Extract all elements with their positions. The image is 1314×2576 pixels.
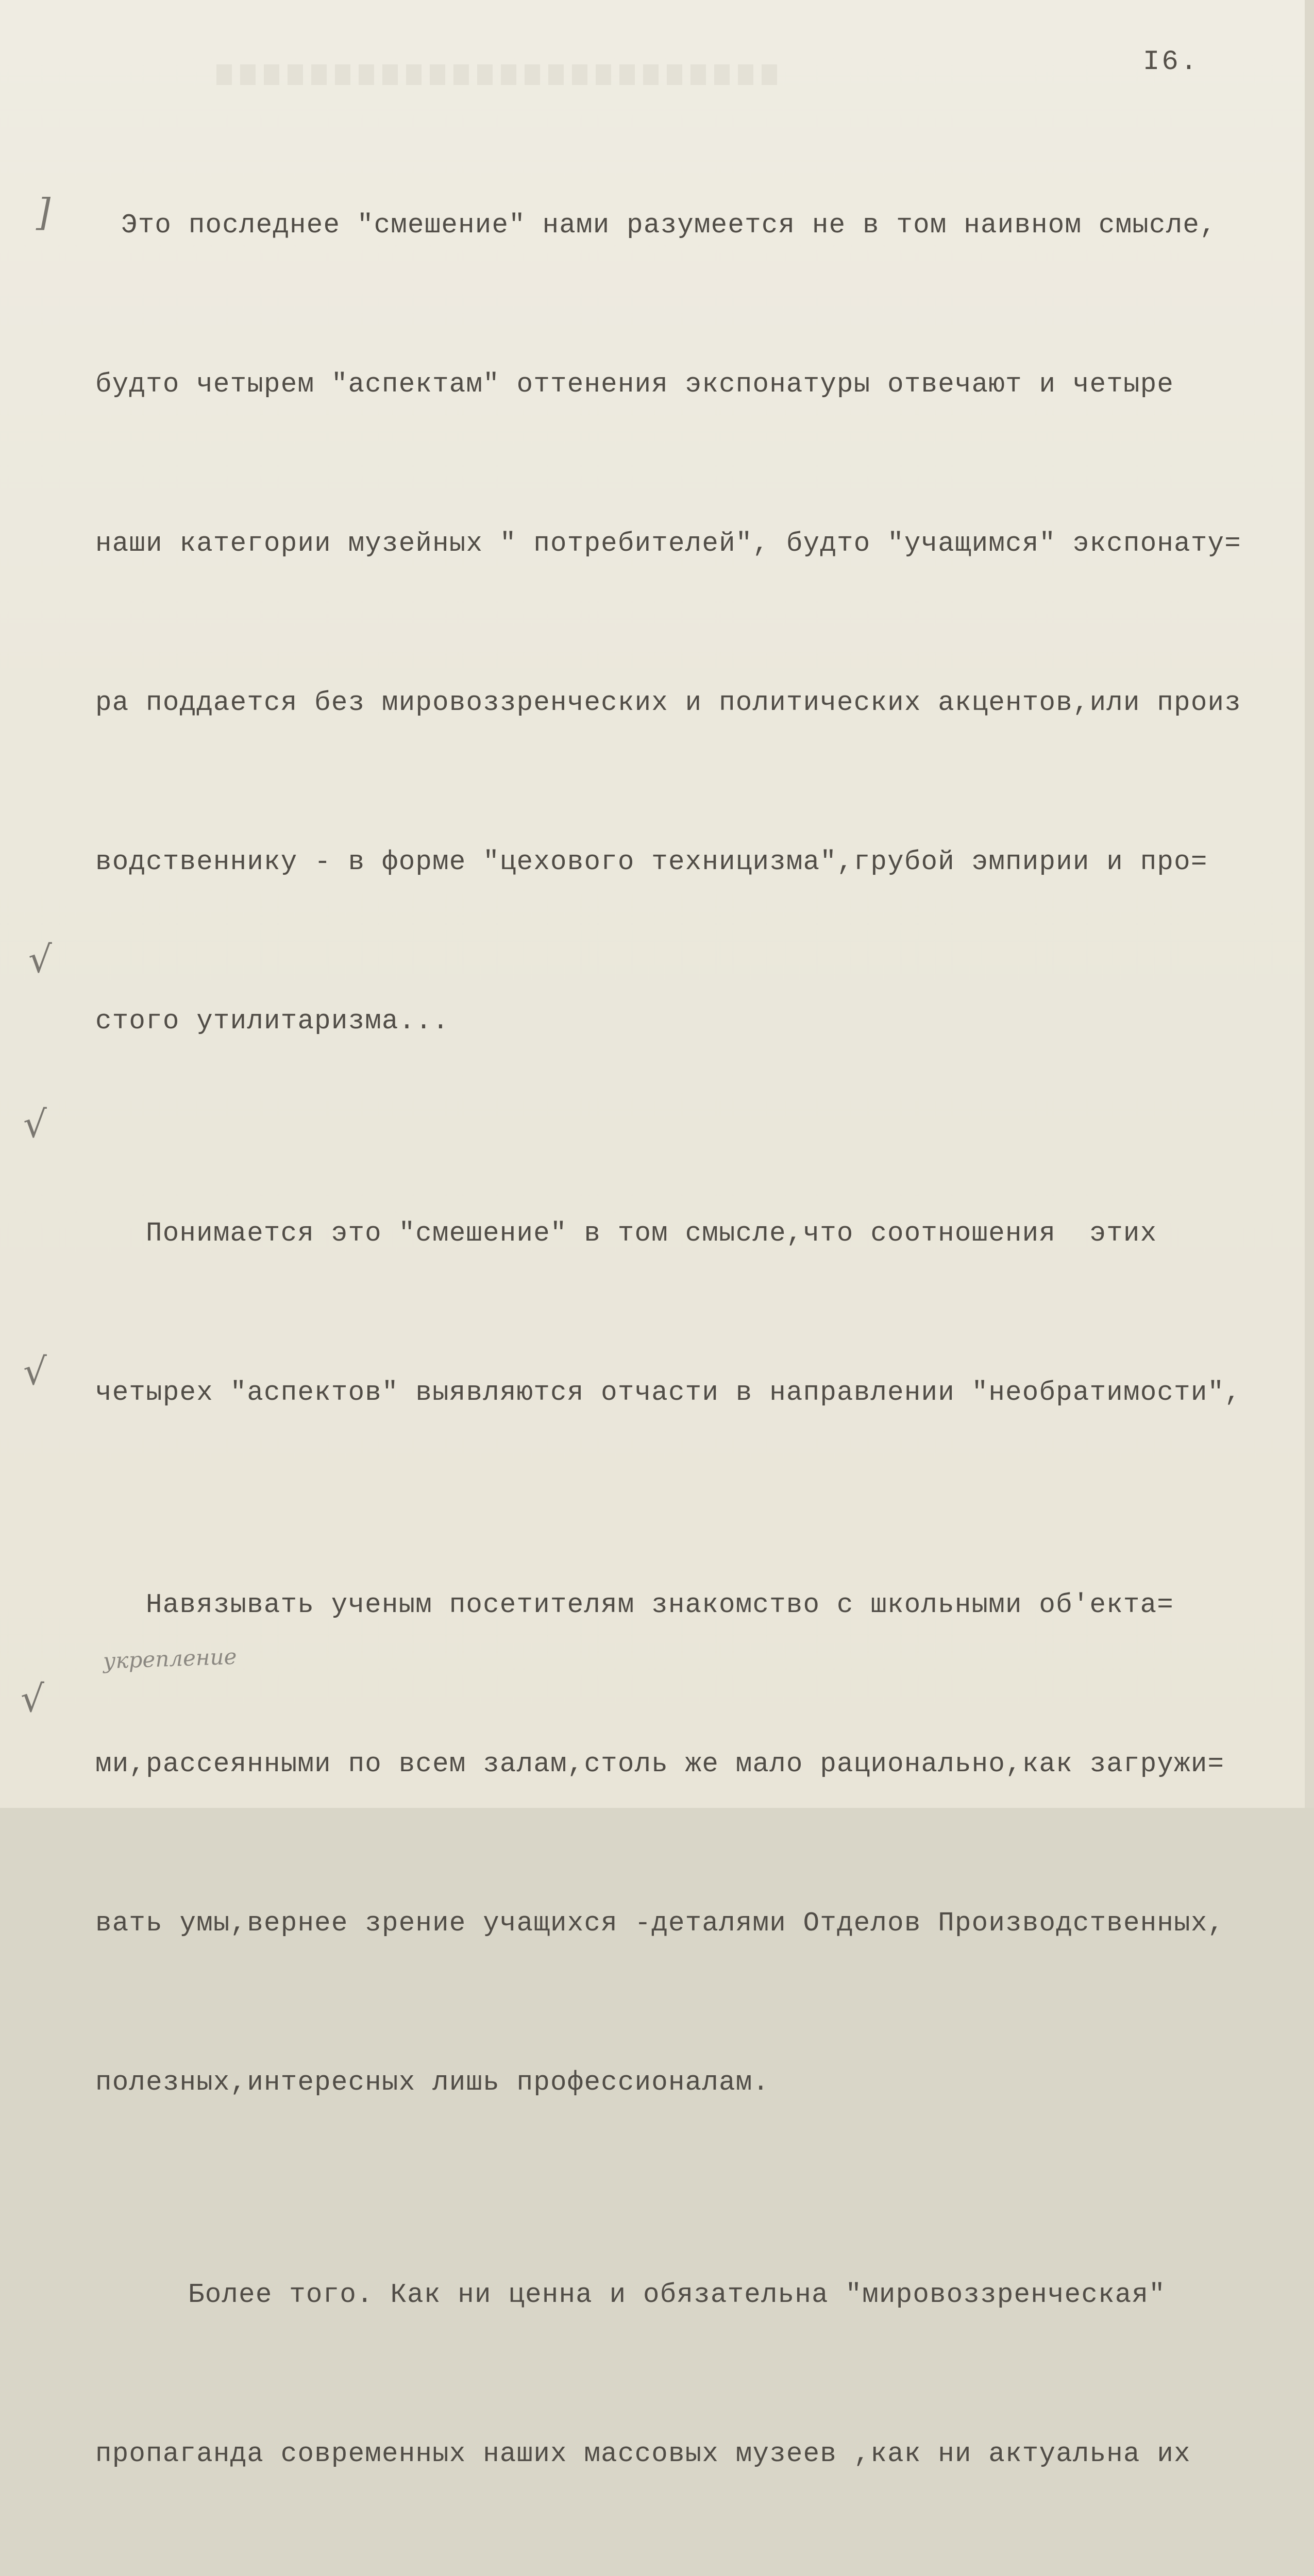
text-line: водственнику - в форме "цехового техницизма",грубой эмпирии и про= <box>95 846 1208 877</box>
check-mark-icon: √ <box>23 1103 47 1146</box>
text-line: ра поддается без мировоззренческих и политических акцентов,или произ <box>95 687 1241 718</box>
text-line: стого утилитаризма... <box>95 1006 449 1037</box>
bracket-mark-icon: ] <box>36 191 51 234</box>
text-line: вать умы,вернее зрение учащихся -деталями Отделов Производственных, <box>95 1908 1225 1939</box>
check-mark-icon: √ <box>23 1350 47 1393</box>
text-line: Навязывать ученым посетителям знакомство с школьными об'екта= <box>146 1589 1174 1620</box>
text-line: пропаганда современных наших массовых музеев ,как ни актуальна их <box>95 2438 1191 2469</box>
text-line: ми,рассеянными по всем залам,столь же мало рационально,как загружи= <box>95 1749 1225 1780</box>
text-line: четырех "аспектов" выявляются отчасти в направлении "необратимости", <box>95 1377 1241 1408</box>
page-number: I6. <box>1143 46 1200 78</box>
text-line: полезных,интересных лишь профессионалам. <box>95 2067 770 2098</box>
check-mark-icon: √ <box>28 938 52 981</box>
pencil-annotation: укрепление <box>103 1643 238 1674</box>
ink-bleed-through <box>216 64 783 85</box>
text-line: будто четырем "аспектам" оттенения экспонатуры отвечают и четыре <box>95 369 1174 400</box>
text-line: Понимается это "смешение" в том смысле,что соотношения этих <box>146 1218 1157 1249</box>
typed-body-text <box>95 93 1275 2576</box>
text-line: наши категории музейных " потребителей", будто "учащимся" экспонату= <box>95 528 1241 559</box>
check-mark-icon: √ <box>21 1677 44 1720</box>
text-line: Это последнее "смешение" нами разумеется не в том наивном смысле, <box>121 210 1217 241</box>
text-line: Более того. Как ни ценна и обязательна "мировоззренческая" <box>188 2279 1166 2310</box>
